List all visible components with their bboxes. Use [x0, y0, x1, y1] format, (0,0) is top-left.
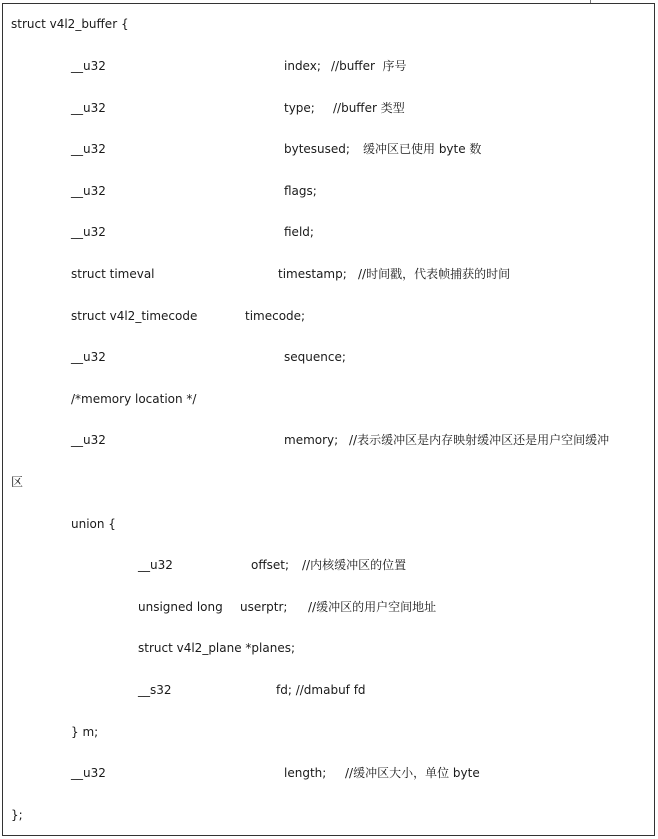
- field-sequence-name: sequence;: [284, 350, 346, 364]
- field-field-type: __u32: [71, 225, 106, 239]
- union-close: } m;: [71, 725, 99, 739]
- field-timecode-name: timecode;: [245, 309, 306, 323]
- union-fd-type: __s32: [138, 683, 172, 697]
- field-type-comment: //buffer 类型: [333, 101, 405, 115]
- field-timestamp-name: timestamp;: [278, 267, 347, 281]
- field-type-name: type;: [284, 101, 315, 115]
- field-index-name: index;: [284, 59, 321, 73]
- union-open: union {: [71, 517, 116, 531]
- struct-declaration-open: struct v4l2_buffer {: [11, 17, 129, 31]
- struct-declaration-close: };: [11, 808, 23, 822]
- field-type-type: __u32: [71, 101, 106, 115]
- union-offset-name: offset;: [251, 558, 289, 572]
- field-timestamp-type: struct timeval: [71, 267, 155, 281]
- field-length-name: length;: [284, 766, 327, 780]
- memory-location-comment: /*memory location */: [71, 392, 197, 406]
- field-index-type: __u32: [71, 59, 106, 73]
- field-bytesused-type: __u32: [71, 142, 106, 156]
- field-sequence-type: __u32: [71, 350, 106, 364]
- field-field-name: field;: [284, 225, 314, 239]
- field-length-comment: //缓冲区大小，单位 byte: [345, 766, 480, 780]
- field-memory-comment-wrap: 区: [11, 475, 24, 489]
- union-userptr-name: userptr;: [240, 600, 288, 614]
- union-offset-comment: //内核缓冲区的位置: [302, 558, 407, 572]
- field-length-type: __u32: [71, 766, 106, 780]
- union-planes: struct v4l2_plane *planes;: [138, 641, 296, 655]
- field-bytesused-name: bytesused;: [284, 142, 350, 156]
- field-memory-name: memory;: [284, 433, 339, 447]
- field-memory-type: __u32: [71, 433, 106, 447]
- union-offset-type: __u32: [138, 558, 173, 572]
- union-userptr-type: unsigned long: [138, 600, 223, 614]
- code-block: [2, 3, 655, 836]
- field-timecode-type: struct v4l2_timecode: [71, 309, 198, 323]
- union-userptr-comment: //缓冲区的用户空间地址: [308, 600, 437, 614]
- field-flags-type: __u32: [71, 184, 106, 198]
- union-fd-name: fd; //dmabuf fd: [276, 683, 366, 697]
- field-index-comment: //buffer 序号: [331, 59, 407, 73]
- field-bytesused-comment: 缓冲区已使用 byte 数: [363, 142, 482, 156]
- field-timestamp-comment: //时间戳，代表帧捕获的时间: [358, 267, 511, 281]
- field-flags-name: flags;: [284, 184, 317, 198]
- field-memory-comment: //表示缓冲区是内存映射缓冲区还是用户空间缓冲: [349, 433, 610, 447]
